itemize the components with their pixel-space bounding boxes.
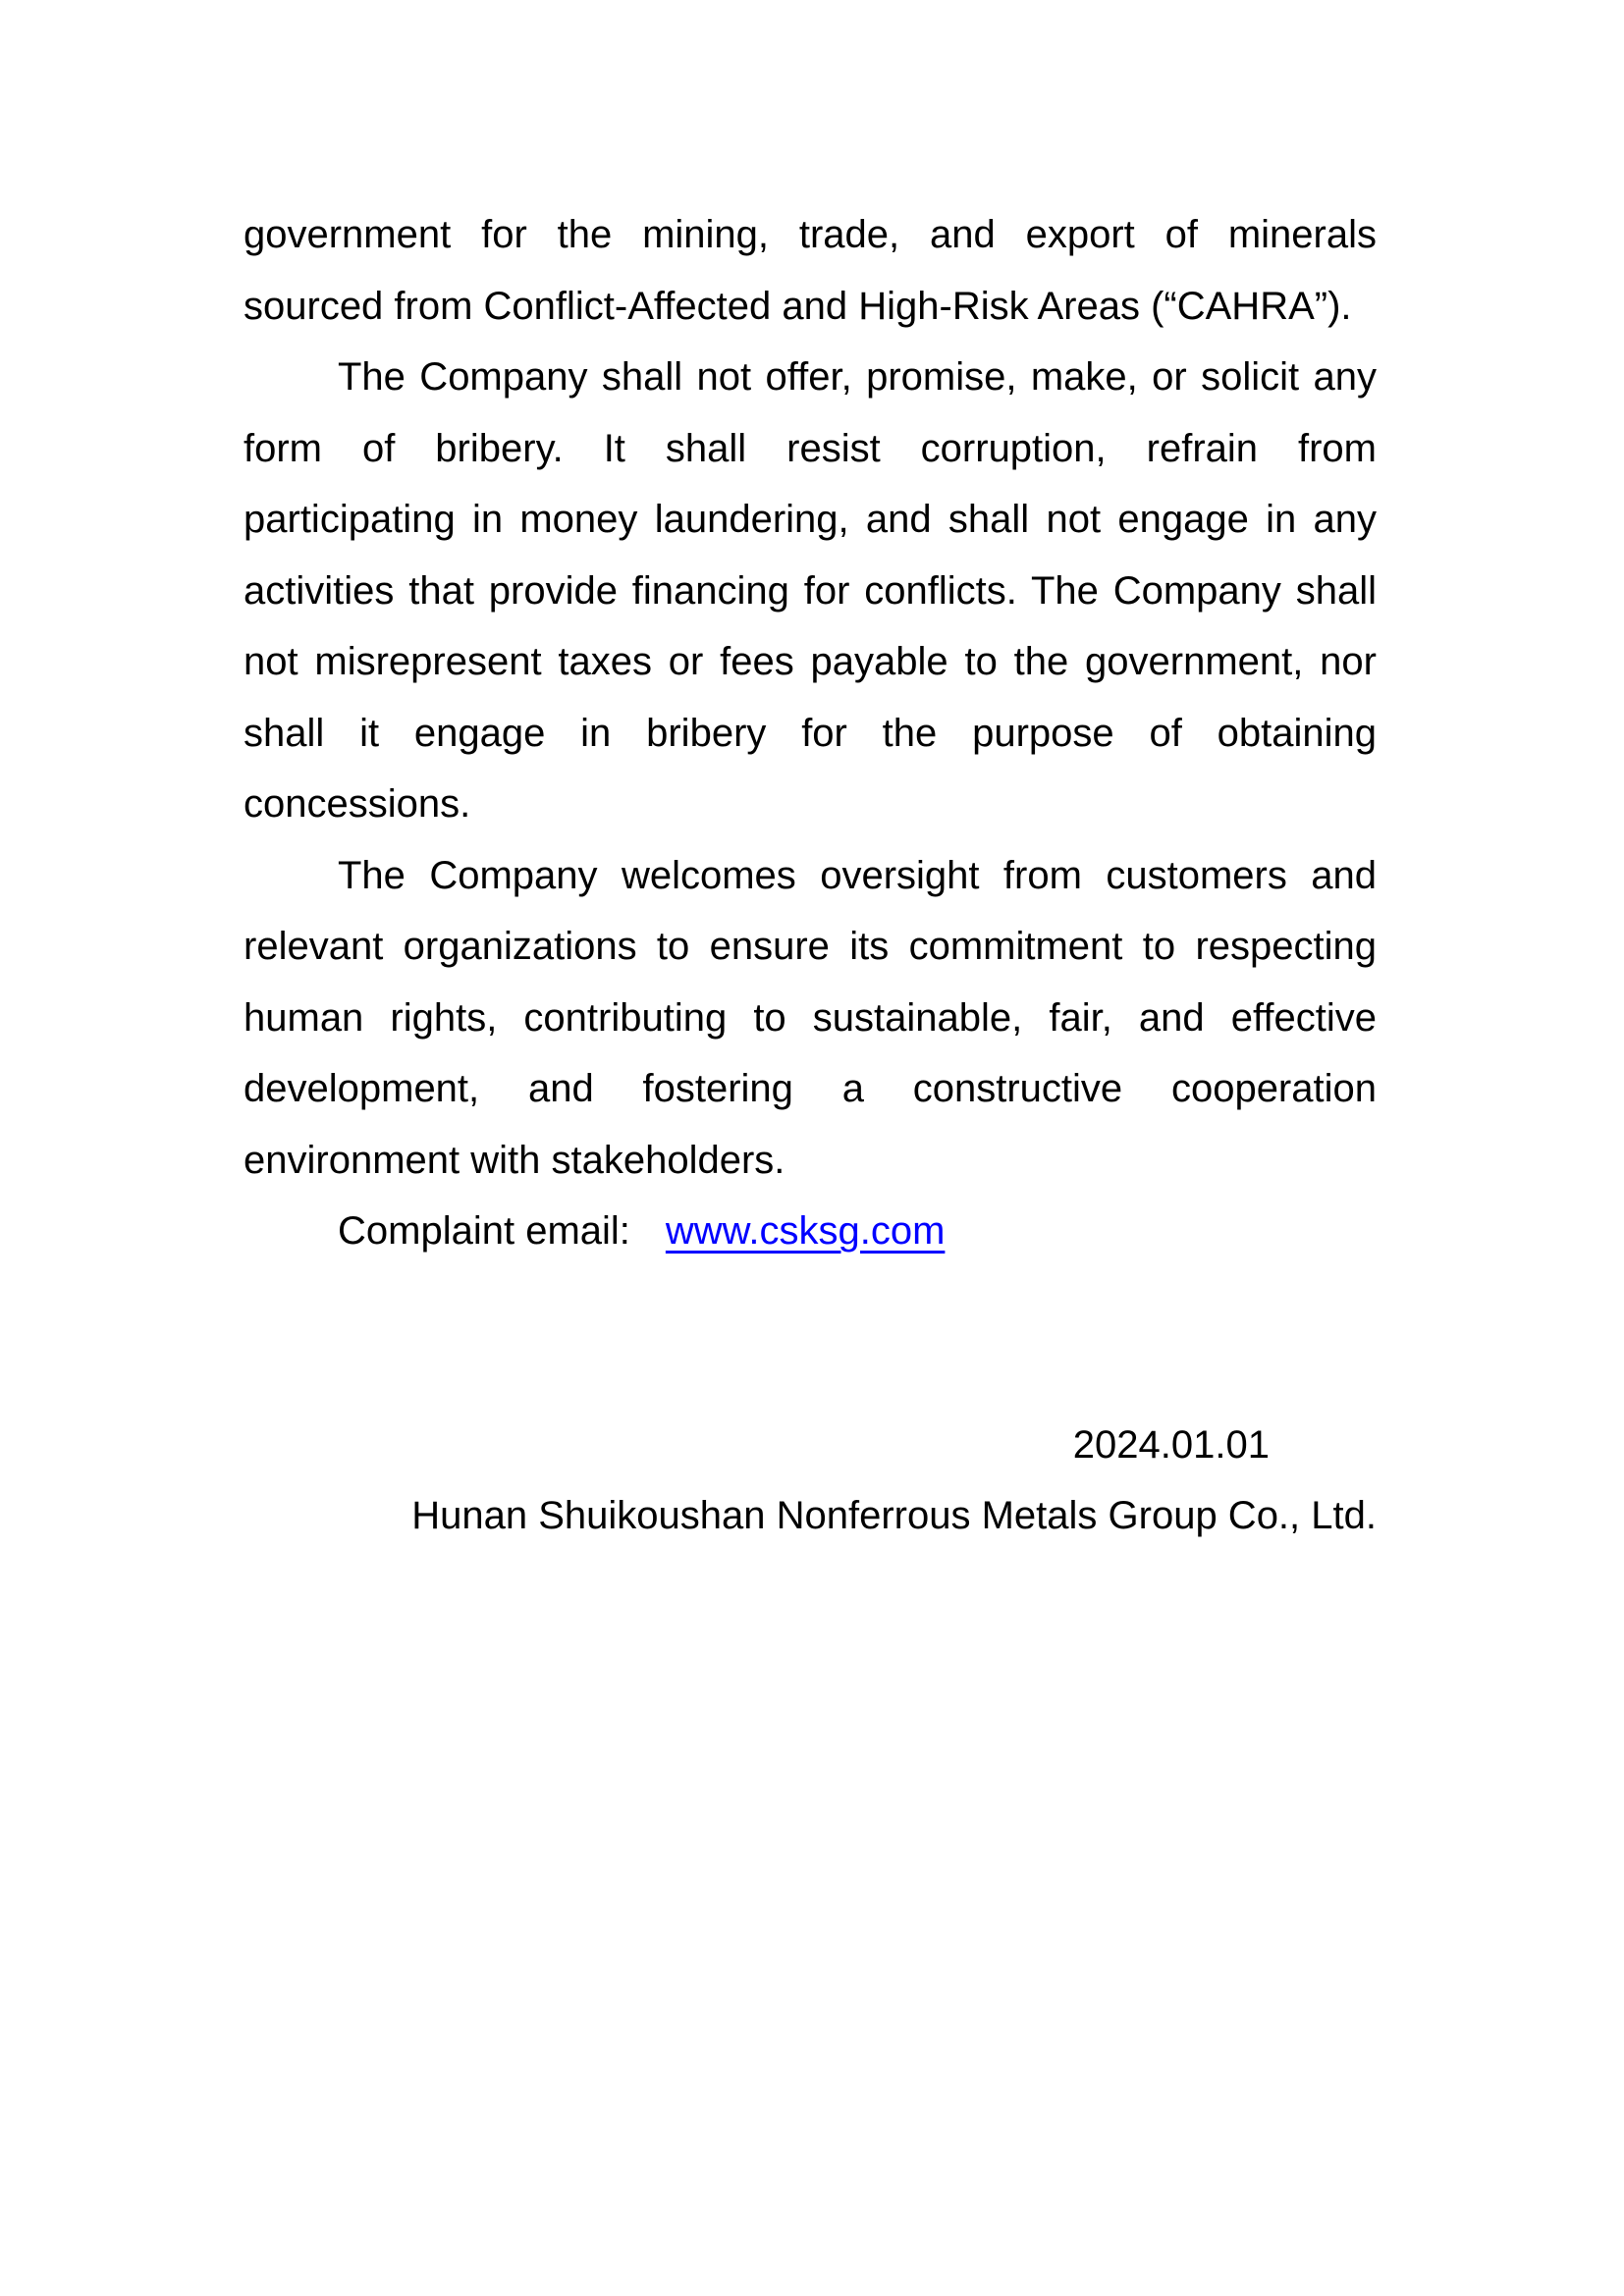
text-line: government for the mining, trade, and export of minerals	[244, 213, 1377, 256]
text-line: human rights, contributing to sustainable, fair, and effective	[244, 995, 1377, 1040]
signature-date: 2024.01.01	[1072, 1422, 1270, 1467]
text-line: form of bribery. It shall resist corruption, refrain from	[244, 426, 1377, 470]
text-line: The Company shall not offer, promise, make, or solicit any	[338, 355, 1377, 399]
text-line: The Company welcomes oversight from customers and	[338, 853, 1377, 897]
text-line: activities that provide financing for conflicts. The Company shall	[244, 568, 1377, 613]
text-line: development, and fostering a constructive cooperation	[244, 1067, 1377, 1110]
signature-company: Hunan Shuikoushan Nonferrous Metals Group Co., Ltd.	[411, 1494, 1377, 1537]
complaint-email-line	[244, 1196, 1377, 1267]
text-line: not misrepresent taxes or fees payable to the government, nor	[244, 640, 1377, 683]
text-line: concessions.	[244, 782, 471, 826]
complaint-email-label: Complaint email:	[338, 1209, 630, 1253]
text-line: shall it engage in bribery for the purpose of obtaining	[244, 711, 1377, 755]
complaint-email-link[interactable]: www.csksg.com	[665, 1209, 946, 1253]
body-text	[244, 199, 1377, 1196]
signature-block	[244, 1410, 1377, 1552]
text-line: participating in money laundering, and shall not engage in any	[244, 498, 1377, 541]
text-line: relevant organizations to ensure its commitment to respecting	[244, 925, 1377, 968]
text-line: environment with stakeholders.	[244, 1138, 785, 1182]
text-line: sourced from Conflict-Affected and High-Risk Areas (“CAHRA”).	[244, 284, 1352, 328]
